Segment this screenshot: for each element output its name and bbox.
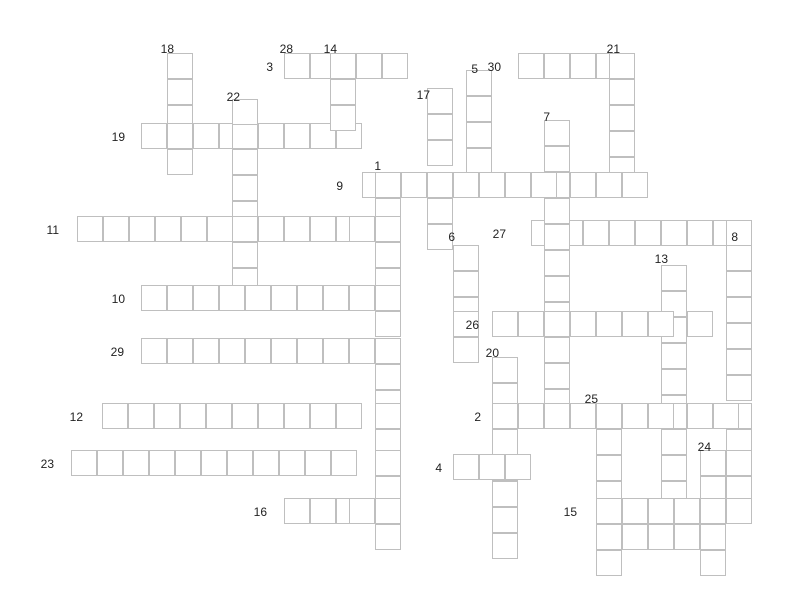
clue-number: 17 (416, 88, 430, 102)
clue-number: 9 (336, 179, 343, 193)
crossword-cell[interactable] (232, 175, 258, 201)
clue-number: 13 (654, 252, 668, 266)
crossword-cell[interactable] (330, 105, 356, 131)
crossword-cell[interactable] (544, 403, 570, 429)
crossword-cell[interactable] (375, 524, 401, 550)
crossword-cell[interactable] (622, 403, 648, 429)
crossword-cell[interactable] (77, 216, 103, 242)
crossword-cell[interactable] (648, 524, 674, 550)
crossword-cell[interactable] (544, 337, 570, 363)
crossword-cell[interactable] (609, 53, 635, 79)
crossword-cell[interactable] (155, 216, 181, 242)
crossword-cell[interactable] (427, 198, 453, 224)
crossword-cell[interactable] (201, 450, 227, 476)
crossword-cell[interactable] (323, 285, 349, 311)
crossword-cell[interactable] (375, 216, 401, 242)
crossword-cell[interactable] (518, 53, 544, 79)
crossword-cell[interactable] (609, 105, 635, 131)
crossword-cell[interactable] (596, 172, 622, 198)
crossword-cell[interactable] (479, 454, 505, 480)
crossword-cell[interactable] (492, 429, 518, 455)
crossword-cell[interactable] (375, 498, 401, 524)
clue-number: 29 (110, 345, 124, 359)
crossword-cell[interactable] (375, 403, 401, 429)
crossword-cell[interactable] (427, 172, 453, 198)
clue-number: 4 (435, 461, 442, 475)
crossword-cell[interactable] (661, 455, 687, 481)
crossword-cell[interactable] (505, 172, 531, 198)
crossword-cell[interactable] (427, 114, 453, 140)
crossword-cell[interactable] (128, 403, 154, 429)
clue-number: 18 (160, 42, 174, 56)
crossword-cell[interactable] (284, 403, 310, 429)
crossword-cell[interactable] (175, 450, 201, 476)
crossword-cell[interactable] (356, 53, 382, 79)
crossword-cell[interactable] (726, 375, 752, 401)
crossword-cell[interactable] (687, 311, 713, 337)
crossword-cell[interactable] (570, 311, 596, 337)
crossword-cell[interactable] (284, 498, 310, 524)
crossword-cell[interactable] (103, 216, 129, 242)
crossword-cell[interactable] (349, 498, 375, 524)
crossword-cell[interactable] (245, 285, 271, 311)
clue-number: 21 (606, 42, 620, 56)
crossword-cell[interactable] (609, 79, 635, 105)
crossword-cell[interactable] (149, 450, 175, 476)
crossword-cell[interactable] (297, 285, 323, 311)
crossword-cell[interactable] (544, 198, 570, 224)
clue-number: 1 (374, 159, 381, 173)
crossword-cell[interactable] (596, 311, 622, 337)
crossword-cell[interactable] (305, 450, 331, 476)
crossword-cell[interactable] (141, 123, 167, 149)
crossword-cell[interactable] (648, 498, 674, 524)
crossword-cell[interactable] (544, 250, 570, 276)
crossword-cell[interactable] (375, 364, 401, 390)
crossword-cell[interactable] (726, 271, 752, 297)
crossword-cell[interactable] (674, 498, 700, 524)
crossword-cell[interactable] (232, 403, 258, 429)
crossword-cell[interactable] (674, 524, 700, 550)
crossword-cell[interactable] (492, 357, 518, 383)
crossword-cell[interactable] (375, 242, 401, 268)
crossword-cell[interactable] (375, 172, 401, 198)
crossword-cell[interactable] (297, 338, 323, 364)
clue-number: 3 (266, 60, 273, 74)
crossword-cell[interactable] (167, 338, 193, 364)
crossword-cell[interactable] (219, 338, 245, 364)
crossword-cell[interactable] (258, 216, 284, 242)
crossword-cell[interactable] (700, 550, 726, 576)
crossword-cell[interactable] (349, 216, 375, 242)
crossword-cell[interactable] (193, 338, 219, 364)
crossword-cell[interactable] (167, 123, 193, 149)
crossword-cell[interactable] (167, 149, 193, 175)
clue-number: 14 (323, 42, 337, 56)
crossword-cell[interactable] (167, 79, 193, 105)
clue-number: 26 (465, 318, 479, 332)
crossword-cell[interactable] (648, 311, 674, 337)
crossword-cell[interactable] (323, 338, 349, 364)
crossword-cell[interactable] (193, 123, 219, 149)
crossword-cell[interactable] (123, 450, 149, 476)
crossword-cell[interactable] (330, 53, 356, 79)
crossword-cell[interactable] (661, 429, 687, 455)
clue-number: 24 (697, 440, 711, 454)
crossword-cell[interactable] (284, 123, 310, 149)
crossword-cell[interactable] (544, 53, 570, 79)
crossword-cell[interactable] (544, 363, 570, 389)
crossword-cell[interactable] (427, 88, 453, 114)
crossword-cell[interactable] (661, 265, 687, 291)
crossword-cell[interactable] (453, 271, 479, 297)
crossword-cell[interactable] (466, 122, 492, 148)
crossword-cell[interactable] (154, 403, 180, 429)
crossword-cell[interactable] (544, 276, 570, 302)
clue-number: 16 (253, 505, 267, 519)
crossword-cell[interactable] (427, 140, 453, 166)
crossword-cell[interactable] (466, 96, 492, 122)
crossword-cell[interactable] (622, 498, 648, 524)
crossword-cell[interactable] (492, 403, 518, 429)
clue-number: 25 (584, 392, 598, 406)
clue-number: 30 (487, 60, 501, 74)
crossword-cell[interactable] (375, 311, 401, 337)
crossword-cell[interactable] (258, 123, 284, 149)
crossword-cell[interactable] (453, 172, 479, 198)
crossword-cell[interactable] (505, 454, 531, 480)
crossword-cell[interactable] (544, 224, 570, 250)
crossword-cell[interactable] (492, 533, 518, 559)
clue-number: 12 (69, 410, 83, 424)
crossword-cell[interactable] (310, 403, 336, 429)
crossword-cell[interactable] (596, 455, 622, 481)
crossword-cell[interactable] (167, 53, 193, 79)
crossword-cell[interactable] (330, 79, 356, 105)
crossword-cell[interactable] (232, 216, 258, 242)
crossword-cell[interactable] (253, 450, 279, 476)
crossword-cell[interactable] (331, 450, 357, 476)
crossword-cell[interactable] (661, 369, 687, 395)
crossword-cell[interactable] (245, 338, 271, 364)
crossword-cell[interactable] (648, 403, 674, 429)
crossword-cell[interactable] (622, 311, 648, 337)
crossword-cell[interactable] (375, 450, 401, 476)
crossword-cell[interactable] (336, 403, 362, 429)
crossword-cell[interactable] (232, 123, 258, 149)
crossword-cell[interactable] (284, 53, 310, 79)
crossword-cell[interactable] (453, 337, 479, 363)
crossword-cell[interactable] (726, 323, 752, 349)
crossword-cell[interactable] (375, 285, 401, 311)
crossword-cell[interactable] (466, 148, 492, 174)
clue-number: 15 (563, 505, 577, 519)
crossword-cell[interactable] (726, 349, 752, 375)
crossword-cell[interactable] (375, 338, 401, 364)
crossword-cell[interactable] (349, 338, 375, 364)
crossword-cell[interactable] (622, 172, 648, 198)
crossword-cell[interactable] (661, 343, 687, 369)
crossword-cell[interactable] (609, 220, 635, 246)
crossword-cell[interactable] (596, 524, 622, 550)
crossword-cell[interactable] (583, 220, 609, 246)
crossword-cell[interactable] (258, 403, 284, 429)
crossword-cell[interactable] (635, 220, 661, 246)
crossword-cell[interactable] (232, 149, 258, 175)
crossword-cell[interactable] (279, 450, 305, 476)
crossword-cell[interactable] (596, 550, 622, 576)
crossword-cell[interactable] (349, 285, 375, 311)
clue-number: 5 (471, 62, 478, 76)
crossword-cell[interactable] (453, 454, 479, 480)
crossword-cell[interactable] (310, 216, 336, 242)
clue-number: 27 (492, 227, 506, 241)
crossword-cell[interactable] (193, 285, 219, 311)
crossword-cell[interactable] (596, 403, 622, 429)
crossword-cell[interactable] (700, 498, 726, 524)
crossword-cell[interactable] (544, 311, 570, 337)
crossword-cell[interactable] (102, 403, 128, 429)
crossword-cell[interactable] (713, 403, 739, 429)
clue-number: 22 (226, 90, 240, 104)
crossword-cell[interactable] (479, 172, 505, 198)
crossword-cell[interactable] (453, 245, 479, 271)
crossword-cell[interactable] (492, 311, 518, 337)
crossword-cell[interactable] (492, 507, 518, 533)
clue-number: 23 (40, 457, 54, 471)
crossword-cell[interactable] (232, 242, 258, 268)
crossword-cell[interactable] (206, 403, 232, 429)
clue-number: 7 (543, 110, 550, 124)
crossword-cell[interactable] (687, 403, 713, 429)
clue-number: 6 (448, 230, 455, 244)
clue-number: 2 (474, 410, 481, 424)
crossword-cell[interactable] (129, 216, 155, 242)
clue-number: 19 (111, 130, 125, 144)
clue-number: 28 (279, 42, 293, 56)
clue-number: 20 (485, 346, 499, 360)
crossword-cell[interactable] (687, 220, 713, 246)
crossword-cell[interactable] (661, 220, 687, 246)
crossword-cell[interactable] (726, 245, 752, 271)
crossword-cell[interactable] (622, 524, 648, 550)
crossword-cell[interactable] (310, 498, 336, 524)
crossword-cell[interactable] (141, 285, 167, 311)
clue-number: 10 (111, 292, 125, 306)
crossword-cell[interactable] (609, 131, 635, 157)
crossword-cell[interactable] (492, 481, 518, 507)
crossword-cell[interactable] (97, 450, 123, 476)
crossword-cell[interactable] (570, 403, 596, 429)
crossword-cell[interactable] (227, 450, 253, 476)
crossword-cell[interactable] (401, 172, 427, 198)
crossword-cell[interactable] (570, 172, 596, 198)
crossword-cell[interactable] (219, 285, 245, 311)
crossword-cell[interactable] (141, 338, 167, 364)
clue-number: 11 (46, 223, 59, 237)
crossword-cell[interactable] (518, 311, 544, 337)
crossword-cell[interactable] (726, 450, 752, 476)
crossword-cell[interactable] (382, 53, 408, 79)
crossword-cell[interactable] (544, 146, 570, 172)
crossword-cell[interactable] (167, 285, 193, 311)
crossword-cell[interactable] (726, 498, 752, 524)
clue-number: 8 (731, 230, 738, 244)
crossword-cell[interactable] (271, 338, 297, 364)
crossword-cell[interactable] (570, 53, 596, 79)
crossword-cell[interactable] (284, 216, 310, 242)
crossword-cell[interactable] (596, 429, 622, 455)
crossword-cell[interactable] (700, 524, 726, 550)
crossword-cell[interactable] (518, 403, 544, 429)
crossword-cell[interactable] (181, 216, 207, 242)
crossword-cell[interactable] (180, 403, 206, 429)
crossword-cell[interactable] (271, 285, 297, 311)
crossword-cell[interactable] (71, 450, 97, 476)
crossword-cell[interactable] (726, 297, 752, 323)
crossword-cell[interactable] (531, 172, 557, 198)
crossword-cell[interactable] (596, 498, 622, 524)
crossword-cell[interactable] (207, 216, 233, 242)
